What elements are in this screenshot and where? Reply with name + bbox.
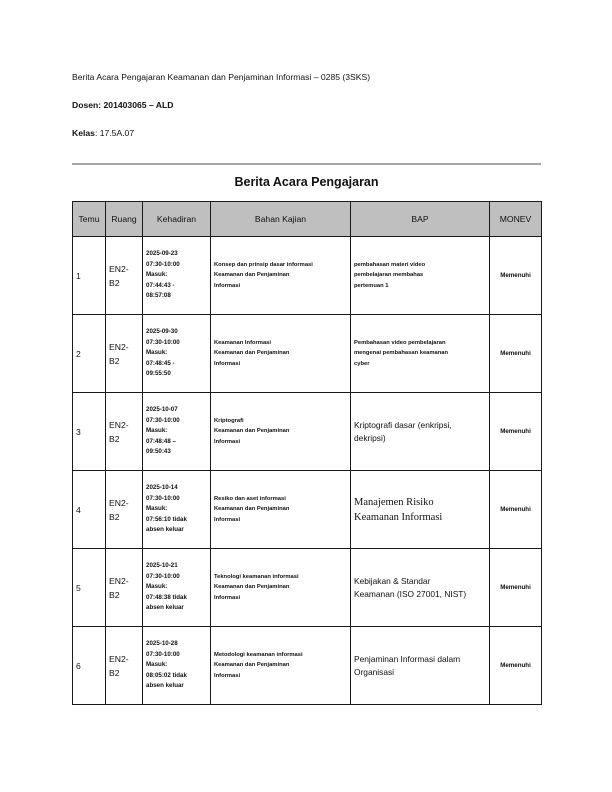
kehadiran-line: 2025-09-23: [146, 250, 178, 258]
cell-bahan-kajian: [211, 627, 351, 705]
bap-line: dekripsi): [354, 432, 386, 443]
cell-temu: 2: [73, 315, 106, 393]
col-header-bahan-kajian: Bahan Kajian: [211, 202, 351, 237]
kehadiran-line: 09:50:43: [146, 448, 171, 456]
kehadiran-line: 2025-10-14: [146, 484, 178, 492]
ruang-line: EN2-: [109, 263, 129, 274]
table-row: [73, 315, 542, 393]
table-row: [73, 627, 542, 705]
bahan-line: Resiko dan aset informasi: [214, 495, 286, 502]
kelas-label: Kelas: [72, 128, 95, 138]
ruang-line: EN2-: [109, 341, 129, 352]
divider: [72, 163, 541, 165]
kehadiran-line: Masuk:: [146, 505, 168, 513]
kehadiran-line: 07:30-10:00: [146, 260, 180, 268]
ruang-line: EN2-: [109, 419, 129, 430]
bap-line: pembelajaran membahas: [354, 272, 424, 279]
cell-bap: [351, 237, 490, 315]
kehadiran-line: 2025-10-07: [146, 406, 178, 414]
cell-temu: 3: [73, 393, 106, 471]
bap-line: pertemuan 1: [354, 282, 389, 289]
cell-monev: Memenuhi: [490, 549, 542, 627]
kehadiran-line: 2025-09-30: [146, 328, 178, 336]
kehadiran-line: 09:55:50: [146, 370, 171, 378]
cell-temu: 5: [73, 549, 106, 627]
ruang-line: B2: [109, 277, 120, 288]
kehadiran-line: 08:05:02 tidak: [146, 671, 187, 679]
cell-kehadiran: [143, 393, 211, 471]
col-header-monev: MONEV: [490, 202, 542, 237]
bap-line: Keamanan (ISO 27001, NIST): [354, 588, 467, 599]
bap-line: Organisasi: [354, 666, 395, 677]
col-header-ruang: Ruang: [106, 202, 143, 237]
ruang-line: EN2-: [109, 497, 129, 508]
kehadiran-line: Masuk:: [146, 583, 168, 591]
cell-kehadiran: [143, 471, 211, 549]
bahan-line: Informasi: [214, 282, 241, 289]
bahan-line: Keamanan dan Penjaminan: [214, 350, 290, 357]
bap-line: mengenai pembahasan keamanan: [354, 350, 449, 357]
kehadiran-line: 07:30-10:00: [146, 572, 180, 580]
kehadiran-line: 08:57:08: [146, 292, 171, 300]
cell-bap: [351, 393, 490, 471]
cell-bap: [351, 471, 490, 549]
kehadiran-line: absen keluar: [146, 526, 184, 534]
cell-ruang: [106, 549, 143, 627]
cell-temu: 6: [73, 627, 106, 705]
ruang-line: B2: [109, 355, 120, 366]
kelas-line: [72, 128, 134, 138]
bap-line: Manajemen Risiko: [354, 496, 434, 508]
cell-ruang: [106, 237, 143, 315]
kehadiran-line: Masuk:: [146, 427, 168, 435]
kehadiran-line: Masuk:: [146, 271, 168, 279]
course-heading: Berita Acara Pengajaran Keamanan dan Penjaminan Informasi – 0285 (3SKS): [72, 72, 371, 82]
dosen-value: : 201403065 – ALD: [98, 100, 174, 110]
ruang-line: B2: [109, 667, 120, 678]
cell-bap: [351, 549, 490, 627]
bap-line: Pembahasan video pembelajaran: [354, 339, 446, 346]
bahan-line: Keamanan dan Penjaminan: [214, 662, 290, 669]
kehadiran-line: 07:30-10:00: [146, 650, 180, 658]
bahan-line: Keamanan Informasi: [214, 339, 272, 346]
bap-line: Kriptografi dasar (enkripsi,: [354, 419, 452, 430]
cell-bahan-kajian: [211, 549, 351, 627]
cell-monev: Memenuhi: [490, 393, 542, 471]
kehadiran-line: 2025-10-21: [146, 562, 178, 570]
kelas-value: : 17.5A.07: [94, 128, 135, 138]
kehadiran-line: 2025-10-28: [146, 640, 178, 648]
cell-kehadiran: [143, 237, 211, 315]
kehadiran-line: 07:44:43 -: [146, 281, 175, 289]
table-row: [73, 237, 542, 315]
bahan-line: Kriptografi: [214, 417, 244, 424]
cell-monev: Memenuhi: [490, 471, 542, 549]
dosen-label: Dosen: [72, 100, 99, 110]
table-header-row: [73, 202, 542, 237]
bahan-line: Informasi: [214, 360, 241, 367]
kehadiran-line: 07:48:38 tidak: [146, 593, 187, 601]
cell-bahan-kajian: [211, 237, 351, 315]
bap-line: Penjaminan Informasi dalam: [354, 653, 461, 664]
bap-line: Kebijakan & Standar: [354, 575, 431, 586]
cell-bahan-kajian: [211, 471, 351, 549]
bahan-line: Informasi: [214, 594, 241, 601]
cell-kehadiran: [143, 549, 211, 627]
ruang-line: B2: [109, 511, 120, 522]
bahan-line: Keamanan dan Penjaminan: [214, 428, 290, 435]
cell-bahan-kajian: [211, 393, 351, 471]
kehadiran-line: Masuk:: [146, 661, 168, 669]
bahan-line: Keamanan dan Penjaminan: [214, 584, 290, 591]
ruang-line: EN2-: [109, 575, 129, 586]
col-header-bap: BAP: [351, 202, 490, 237]
kehadiran-line: absen keluar: [146, 682, 184, 690]
cell-kehadiran: [143, 627, 211, 705]
kehadiran-line: 07:30-10:00: [146, 338, 180, 346]
table-title: Berita Acara Pengajaran: [234, 175, 379, 189]
bap-table: [72, 201, 542, 705]
bahan-line: Informasi: [214, 516, 241, 523]
cell-kehadiran: [143, 315, 211, 393]
kehadiran-line: 07:30-10:00: [146, 416, 180, 424]
table-row: [73, 471, 542, 549]
col-header-temu: Temu: [73, 202, 106, 237]
kehadiran-line: absen keluar: [146, 604, 184, 612]
cell-ruang: [106, 627, 143, 705]
ruang-line: B2: [109, 433, 120, 444]
bahan-line: Konsep dan prinsip dasar informasi: [214, 261, 313, 268]
cell-ruang: [106, 393, 143, 471]
kehadiran-line: 07:48:45 -: [146, 359, 175, 367]
cell-bap: [351, 627, 490, 705]
ruang-line: EN2-: [109, 653, 129, 664]
bahan-line: Teknologi keamanan informasi: [214, 573, 299, 580]
cell-temu: 4: [73, 471, 106, 549]
cell-bap: [351, 315, 490, 393]
bap-line: pembahasan materi video: [354, 261, 426, 268]
kehadiran-line: 07:48:48 –: [146, 437, 176, 445]
bahan-line: Keamanan dan Penjaminan: [214, 272, 290, 279]
dosen-line: [72, 100, 173, 110]
kehadiran-line: Masuk:: [146, 349, 168, 357]
bahan-line: Metodologi keamanan informasi: [214, 651, 303, 658]
bahan-line: Keamanan dan Penjaminan: [214, 506, 290, 513]
bahan-line: Informasi: [214, 438, 241, 445]
table-row: [73, 549, 542, 627]
cell-ruang: [106, 315, 143, 393]
ruang-line: B2: [109, 589, 120, 600]
cell-bahan-kajian: [211, 315, 351, 393]
cell-ruang: [106, 471, 143, 549]
cell-monev: Memenuhi: [490, 627, 542, 705]
kehadiran-line: 07:56:10 tidak: [146, 515, 187, 523]
kehadiran-line: 07:30-10:00: [146, 494, 180, 502]
bap-line: cyber: [354, 360, 370, 367]
cell-monev: Memenuhi: [490, 315, 542, 393]
cell-monev: Memenuhi: [490, 237, 542, 315]
bap-line: Keamanan Informasi: [354, 511, 443, 523]
bahan-line: Informasi: [214, 672, 241, 679]
col-header-kehadiran: Kehadiran: [143, 202, 211, 237]
table-row: [73, 393, 542, 471]
cell-temu: 1: [73, 237, 106, 315]
